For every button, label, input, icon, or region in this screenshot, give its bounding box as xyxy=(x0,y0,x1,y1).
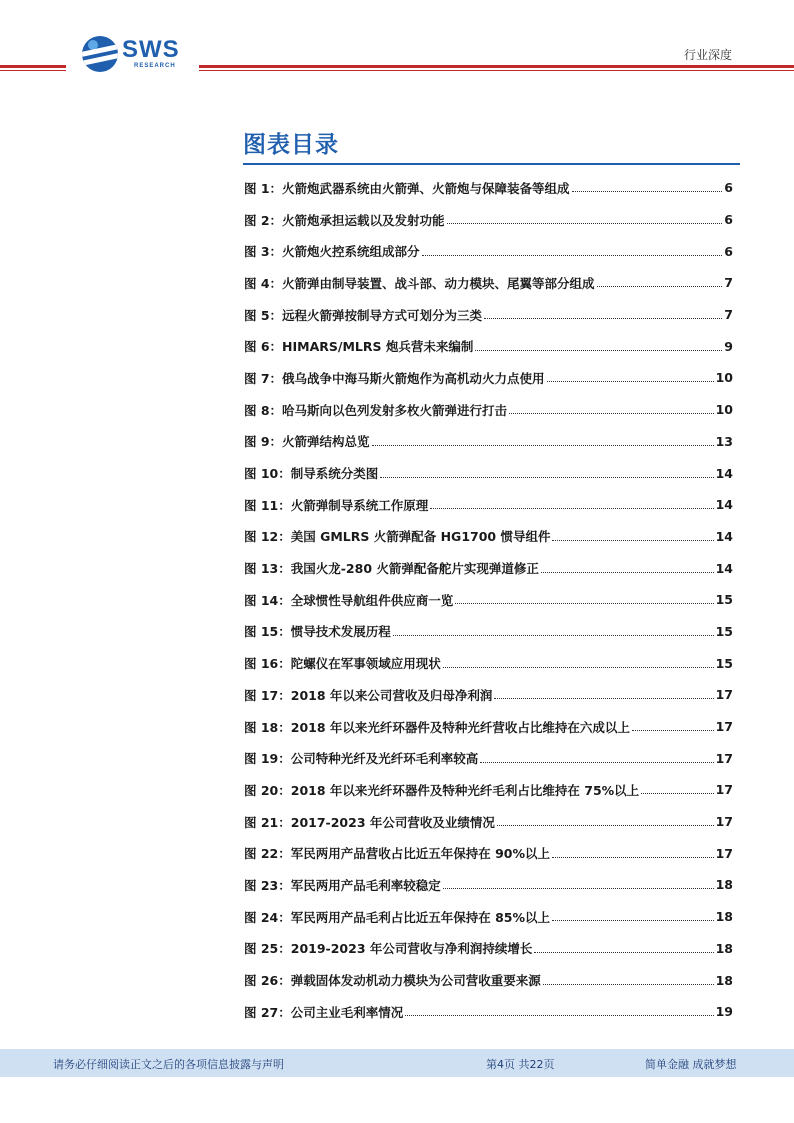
toc-title-underline xyxy=(243,163,740,165)
logo-text: SWS xyxy=(122,36,180,63)
toc-entry[interactable] xyxy=(244,933,733,965)
toc-entry[interactable] xyxy=(244,869,733,901)
toc-entry[interactable] xyxy=(244,394,733,426)
toc-leader-dots xyxy=(405,1015,713,1016)
toc-entry-page: 14 xyxy=(715,497,733,513)
toc-entry-label: 图 25：2019-2023 年公司营收与净利润持续增长 xyxy=(244,941,533,957)
toc-entry[interactable] xyxy=(244,521,733,553)
toc-entry-page: 9 xyxy=(724,338,733,354)
toc-entry[interactable] xyxy=(244,964,733,996)
toc-leader-dots xyxy=(552,857,714,858)
toc-entry[interactable] xyxy=(244,489,733,521)
document-type: 行业深度 xyxy=(683,48,732,62)
toc-entry[interactable] xyxy=(244,552,733,584)
toc-leader-dots xyxy=(430,508,713,509)
toc-entry-page: 18 xyxy=(715,940,733,956)
toc-entry-label: 图 13：我国火龙-280 火箭弹配备舵片实现弹道修正 xyxy=(244,561,539,577)
toc-entry-page: 17 xyxy=(715,814,733,830)
toc-leader-dots xyxy=(484,318,722,319)
toc-entry-page: 7 xyxy=(724,307,733,323)
toc-leader-dots xyxy=(547,381,714,382)
toc-entry-label: 图 20：2018 年以来光纤环器件及特种光纤毛利占比维持在 75%以上 xyxy=(244,782,640,798)
header-rule xyxy=(0,65,66,68)
page-footer xyxy=(0,1049,794,1077)
toc-entry[interactable] xyxy=(244,267,733,299)
toc-entry-page: 15 xyxy=(715,592,733,608)
toc-title: 图表目录 xyxy=(243,132,339,158)
toc-entry-label: 图 21：2017-2023 年公司营收及业绩情况 xyxy=(244,814,495,830)
toc-leader-dots xyxy=(543,984,714,985)
logo-subtext: RESEARCH xyxy=(134,63,176,69)
footer-disclaimer: 请务必仔细阅读正文之后的各项信息披露与声明 xyxy=(53,1058,284,1071)
toc-entry-page: 17 xyxy=(715,687,733,703)
toc-entry-page: 10 xyxy=(715,370,733,386)
toc-entry-label: 图 19：公司特种光纤及光纤环毛利率较高 xyxy=(244,751,479,767)
toc-entry-label: 图 11：火箭弹制导系统工作原理 xyxy=(244,497,429,513)
toc-entry-label: 图 24：军民两用产品毛利占比近五年保持在 85%以上 xyxy=(244,909,551,925)
toc-entry-label: 图 16：陀螺仪在军事领域应用现状 xyxy=(244,656,441,672)
toc-entry-page: 6 xyxy=(724,180,733,196)
toc-entry[interactable] xyxy=(244,711,733,743)
toc-leader-dots xyxy=(443,667,714,668)
toc-entry[interactable] xyxy=(244,996,733,1028)
toc-entry[interactable] xyxy=(244,426,733,458)
footer-slogan: 简单金融 成就梦想 xyxy=(645,1058,737,1071)
toc-entry[interactable] xyxy=(244,330,733,362)
toc-entry-label: 图 12：美国 GMLRS 火箭弹配备 HG1700 惯导组件 xyxy=(244,529,551,545)
toc-entry[interactable] xyxy=(244,837,733,869)
page-number: 第4页 共22页 xyxy=(486,1058,555,1071)
toc-entry-label: 图 6：HIMARS/MLRS 炮兵营未来编制 xyxy=(244,339,474,355)
toc-entry[interactable] xyxy=(244,616,733,648)
sws-logo xyxy=(82,36,180,72)
figure-list xyxy=(244,172,733,1028)
toc-entry[interactable] xyxy=(244,901,733,933)
toc-entry-page: 17 xyxy=(715,719,733,735)
toc-entry-label: 图 26：弹载固体发动机动力模块为公司营收重要来源 xyxy=(244,973,541,989)
toc-entry-label: 图 23：军民两用产品毛利率较稳定 xyxy=(244,877,441,893)
toc-entry[interactable] xyxy=(244,235,733,267)
toc-leader-dots xyxy=(497,825,714,826)
toc-leader-dots xyxy=(641,793,713,794)
toc-entry-page: 14 xyxy=(715,465,733,481)
toc-entry-label: 图 2：火箭炮承担运载以及发射功能 xyxy=(244,212,445,228)
toc-entry-page: 15 xyxy=(715,655,733,671)
toc-entry-label: 图 5：远程火箭弹按制导方式可划分为三类 xyxy=(244,307,483,323)
toc-entry-label: 图 1：火箭炮武器系统由火箭弹、火箭炮与保障装备等组成 xyxy=(244,180,570,196)
toc-entry-label: 图 8：哈马斯向以色列发射多枚火箭弹进行打击 xyxy=(244,402,508,418)
toc-leader-dots xyxy=(632,730,714,731)
page-header xyxy=(0,0,794,80)
toc-entry-page: 14 xyxy=(715,560,733,576)
toc-leader-dots xyxy=(552,920,714,921)
toc-entry-page: 7 xyxy=(724,275,733,291)
toc-leader-dots xyxy=(597,286,723,287)
toc-entry-label: 图 15：惯导技术发展历程 xyxy=(244,624,391,640)
toc-leader-dots xyxy=(475,350,722,351)
toc-entry-page: 13 xyxy=(715,433,733,449)
toc-entry-label: 图 27：公司主业毛利率情况 xyxy=(244,1004,404,1020)
toc-entry[interactable] xyxy=(244,584,733,616)
toc-leader-dots xyxy=(422,255,723,256)
toc-entry[interactable] xyxy=(244,362,733,394)
toc-entry-page: 6 xyxy=(724,243,733,259)
toc-leader-dots xyxy=(372,445,714,446)
toc-entry-label: 图 10：制导系统分类图 xyxy=(244,466,379,482)
toc-entry-label: 图 3：火箭炮火控系统组成部分 xyxy=(244,244,420,260)
header-rule-right-thin xyxy=(199,70,794,71)
toc-entry-page: 18 xyxy=(715,972,733,988)
toc-entry[interactable] xyxy=(244,679,733,711)
toc-leader-dots xyxy=(447,223,723,224)
toc-leader-dots xyxy=(541,572,714,573)
toc-entry-page: 15 xyxy=(715,623,733,639)
sws-logo-icon xyxy=(82,36,118,72)
toc-entry-page: 18 xyxy=(715,909,733,925)
header-rule-thin xyxy=(0,70,66,71)
toc-entry-label: 图 22：军民两用产品营收占比近五年保持在 90%以上 xyxy=(244,846,551,862)
toc-entry-page: 17 xyxy=(715,750,733,766)
toc-entry-page: 19 xyxy=(715,1004,733,1020)
toc-entry-page: 17 xyxy=(715,782,733,798)
toc-entry-label: 图 9：火箭弹结构总览 xyxy=(244,434,370,450)
toc-leader-dots xyxy=(552,540,713,541)
toc-entry-page: 17 xyxy=(715,845,733,861)
toc-entry[interactable] xyxy=(244,774,733,806)
toc-entry[interactable] xyxy=(244,204,733,236)
toc-leader-dots xyxy=(534,952,713,953)
toc-entry[interactable] xyxy=(244,457,733,489)
toc-entry-page: 10 xyxy=(715,402,733,418)
toc-entry[interactable] xyxy=(244,172,733,204)
toc-entry-label: 图 18：2018 年以来光纤环器件及特种光纤营收占比维持在六成以上 xyxy=(244,719,630,735)
toc-entry[interactable] xyxy=(244,647,733,679)
toc-entry[interactable] xyxy=(244,742,733,774)
toc-leader-dots xyxy=(480,762,713,763)
toc-entry-label: 图 17：2018 年以来公司营收及归母净利润 xyxy=(244,687,493,703)
toc-leader-dots xyxy=(380,477,713,478)
toc-entry[interactable] xyxy=(244,806,733,838)
toc-leader-dots xyxy=(443,888,714,889)
toc-leader-dots xyxy=(494,698,713,699)
header-rule-right xyxy=(199,65,794,68)
toc-leader-dots xyxy=(509,413,714,414)
toc-leader-dots xyxy=(455,603,713,604)
toc-leader-dots xyxy=(572,191,723,192)
toc-entry-page: 6 xyxy=(724,212,733,228)
toc-entry-label: 图 7：俄乌战争中海马斯火箭炮作为高机动火力点使用 xyxy=(244,370,545,386)
toc-entry-label: 图 14：全球惯性导航组件供应商一览 xyxy=(244,592,454,608)
toc-entry-page: 18 xyxy=(715,877,733,893)
toc-entry[interactable] xyxy=(244,299,733,331)
toc-leader-dots xyxy=(393,635,714,636)
toc-entry-page: 14 xyxy=(715,528,733,544)
toc-entry-label: 图 4：火箭弹由制导装置、战斗部、动力模块、尾翼等部分组成 xyxy=(244,275,595,291)
